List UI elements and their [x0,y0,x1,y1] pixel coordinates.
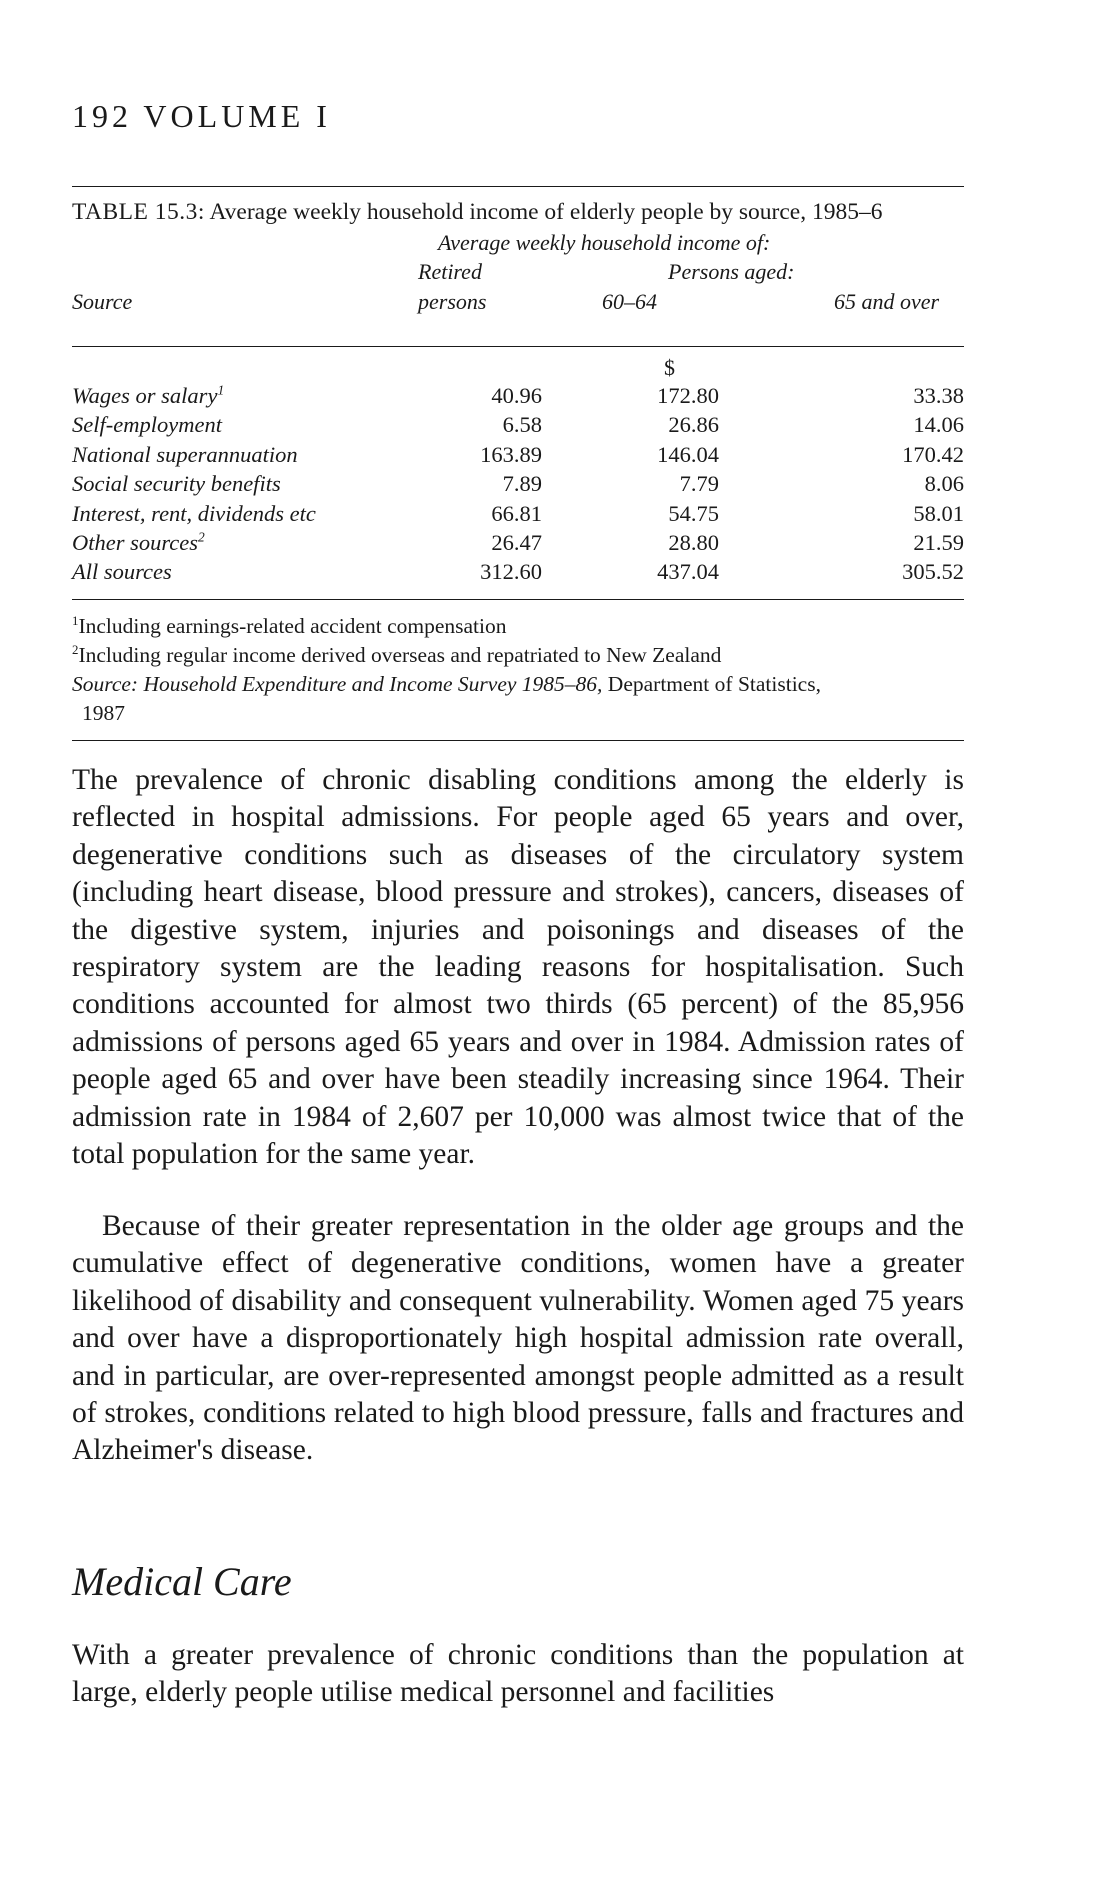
cell-65-over: 33.38 [913,383,964,408]
running-head: 192 VOLUME I [72,98,331,134]
table-end-rule [72,740,964,741]
footnote-1: $^1$Including earnings-related accident compensation [72,613,507,638]
header-persons-aged: Persons aged: [668,259,795,284]
cell-retired: 40.96 [491,383,542,408]
source-title: Household Expenditure and Income Survey 1985–86, [143,671,603,696]
income-table-block [72,186,964,741]
cell-65-over: 14.06 [913,412,964,438]
source-publisher: Department of Statistics, [607,671,821,696]
table-row [72,381,964,410]
cell-60-64: 172.80 [657,383,719,408]
cell-retired: 6.58 [502,412,542,438]
table-top-rule [72,186,964,187]
unit-row [72,347,964,381]
section-heading: Medical Care [72,1559,292,1604]
table-caption [72,199,964,226]
table-notes [72,612,964,728]
header-group-label: Average weekly household income of: [438,230,771,255]
row-source: National superannuation [72,441,298,467]
cell-retired: 66.81 [491,500,542,526]
table-row [72,528,964,557]
row-source: All sources [72,559,172,585]
header-retired-line2: persons [418,289,487,314]
table-row-total [72,557,964,586]
table-row [72,499,964,528]
table-row [72,469,964,498]
footnote-2: $^2$Including regular income derived overseas and repatriated to New Zealand [72,642,722,667]
header-retired-line1: Retired [418,259,482,284]
unit-dollar: $ [664,355,675,380]
paragraph-1: The prevalence of chronic disabling conditions among the elderly is reflected in hospital admissions. For people aged 65 years and over, degenerative conditions such as diseases of the circulatory system (including heart disease, blood pressure and strokes), cancers, diseases of the digestive system, injuries and poisonings and diseases of the respiratory system are the leading reasons for hospitalisation. Such conditions accounted for almost two thirds (65 percent) of the 85,956 admissions of persons aged 65 years and over in 1984. Admission rates of people aged 65 and over have been steadily increasing since 1964. Their admission rate in 1984 of 2,607 per 10,000 was almost twice that of the total population for the same year. [72,764,964,1171]
table-number: TABLE 15.3: [72,199,205,225]
cell-60-64: 26.86 [668,412,719,438]
cell-60-64: 54.75 [668,500,719,526]
cell-60-64: 146.04 [657,441,719,467]
paragraph-2: Because of their greater representation in the older age groups and the cumulative effect of degenerative conditions, women have a greater likelihood of disability and consequent vulnerability. Women aged 75 years and over have a disproportionately high hospital admission rate overall, and in particular, are over-represented amongst people admitted as a result of strokes, conditions related to high blood pressure, falls and fractures and Alzheimer's disease. [72,1210,964,1467]
row-source: Other sources$^2$ [72,529,205,556]
cell-60-64: 437.04 [657,559,719,585]
row-source: Interest, rent, dividends etc [72,500,316,526]
table-source [72,670,964,699]
cell-retired: 163.89 [480,441,542,467]
table-header [72,226,964,328]
cell-65-over: 170.42 [902,441,964,467]
cell-65-over: 21.59 [913,530,964,556]
table-row [72,440,964,469]
source-label: Source: [72,671,139,696]
header-65-over: 65 and over [834,289,940,314]
header-60-64: 60–64 [602,289,657,314]
table-bottom-rule [72,599,964,600]
cell-60-64: 28.80 [668,530,719,556]
source-year: 1987 [82,700,125,725]
row-source: Self-employment [72,412,222,438]
row-source: Social security benefits [72,471,281,497]
cell-65-over: 8.06 [924,471,964,497]
row-source: Wages or salary$^1$ [72,382,225,408]
cell-60-64: 7.79 [679,471,719,497]
header-source: Source [72,289,133,314]
paragraph-3: With a greater prevalence of chronic conditions than the population at large, elderly people utilise medical personnel and facilities [72,1639,964,1709]
income-table [72,381,964,587]
footnote-marker: 2 [198,529,205,545]
cell-retired: 26.47 [491,530,542,556]
cell-65-over: 305.52 [902,559,964,585]
footnote-marker: 1 [217,382,225,398]
table-row [72,410,964,439]
cell-retired: 7.89 [502,471,542,497]
table-title: Average weekly household income of elderly people by source, 1985–6 [209,199,883,225]
cell-65-over: 58.01 [913,500,964,526]
cell-retired: 312.60 [480,559,542,585]
